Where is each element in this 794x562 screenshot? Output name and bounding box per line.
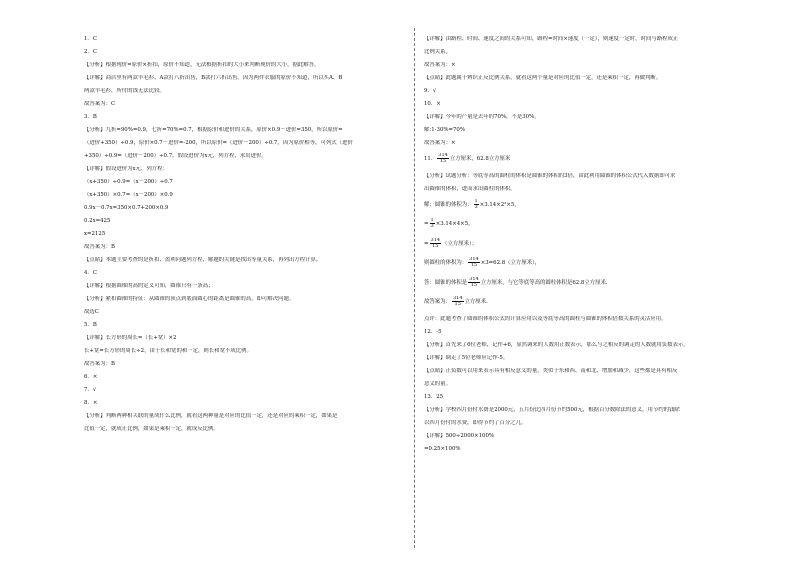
fraction-numerator: 314 <box>438 153 448 158</box>
fraction <box>474 199 479 210</box>
fraction-numerator: 314 <box>469 257 479 262</box>
text-span: ×3.14×4×5， <box>435 221 474 227</box>
text-line: 10．× <box>424 101 441 107</box>
text-line: 【分析】九折=90%=0.9，七折=70%=0.7，根据原价和进价的关系，原价×0.9－进价=350，所以原价= <box>84 127 343 133</box>
text-span: 答：圆锥的体积是 <box>424 279 468 286</box>
text-span: 故答案为： <box>424 299 451 305</box>
text-line: 【分析】首先来了6位老师，记作+6，显然调来的人数用正数表示，那么与之相反的调走的人数就用负数表示。 <box>424 341 689 348</box>
fraction-numerator: 1 <box>474 198 478 204</box>
answer-11-line <box>424 153 746 166</box>
text-line: 0.2x=425 <box>84 218 111 224</box>
text-span: = <box>424 240 429 247</box>
fraction-denominator: 15 <box>432 242 439 249</box>
text-span: （立方厘米）； <box>442 240 478 247</box>
text-line: =0.25×100% <box>424 445 461 452</box>
text-line: 【详解】今年的产量是去年的70%，不是30%。 <box>424 114 540 120</box>
text-line: 故答案为：B <box>84 361 115 367</box>
text-line: 5．B <box>84 322 97 328</box>
text-line: 【分析】紧扣圆锥的特征：从圆锥的顶点到底面圆心的距离是圆锥的高，即可解决问题。 <box>84 296 295 302</box>
text-line: 8．× <box>84 400 98 406</box>
text-line: 【详解】由路程、时间、速度之间的关系可知，路程=时间×速度（一定），则速度一定时，时间与路程成正 <box>424 36 679 42</box>
text-line: 以四月份付的水费，即得节约了百分之几。 <box>424 419 527 426</box>
text-line: 故答案为：× <box>424 62 456 68</box>
text-line: 故答案为：× <box>424 140 456 146</box>
fraction-denominator: 15 <box>454 301 461 307</box>
text-line: 【详解】根据圆锥的高的定义可知，圆锥只有一条高； <box>84 283 214 289</box>
text-line: （进价+350）÷0.9，原价×0.7－进价=-200，所以原价=（进价－200）÷0.7，因为原价相等，可列式（进价 <box>84 140 353 146</box>
text-line: 【分析】试题分析：等底等高的圆柱的体积是圆锥的体积的3倍，由此利用圆锥的体积公式代入数据即可求 <box>424 172 676 179</box>
text-line: 故选C <box>84 309 99 315</box>
text-line: 解:1-30%=70% <box>424 127 465 133</box>
column-divider <box>414 28 415 548</box>
fraction-numerator: 1 <box>430 218 434 223</box>
text-line: +350）÷0.9=（进价－200）÷0.7，假设进价为x元，列方程，求出进价。 <box>84 153 267 159</box>
text-span: 立方厘米，与它等底等高的圆柱体积是62.8立方厘米. <box>480 279 608 286</box>
formula-line <box>424 296 746 309</box>
text-line: 比例关系。 <box>424 49 451 55</box>
formula-line <box>424 218 746 231</box>
fraction <box>430 238 442 249</box>
text-line: 故答案为：B <box>84 244 115 250</box>
text-line: 4．C <box>84 270 97 276</box>
text-line: 2．C <box>84 49 97 55</box>
text-line: 【分析】判断两种相关联的量成什么比例，就看这两种量是对应的比值一定，还是对应的乘积一定，如果是 <box>84 413 338 419</box>
text-span: = <box>424 221 429 227</box>
text-line: 13．25 <box>424 393 444 400</box>
fraction <box>430 218 435 229</box>
fraction-denominator: 3 <box>430 223 434 229</box>
fraction-numerator: 314 <box>430 237 441 243</box>
text-line: 12．-5 <box>424 328 442 335</box>
text-span: ×3.14×2²×5， <box>479 201 520 208</box>
text-line: 【详解】假设进价为x元，列方程： <box>84 166 168 172</box>
fraction <box>452 296 464 307</box>
fraction-denominator: 15 <box>470 281 478 288</box>
fraction-numerator: 314 <box>452 296 463 301</box>
text-line: 6．× <box>84 374 98 380</box>
formula-line <box>424 238 746 251</box>
text-line: 1．C <box>84 36 97 42</box>
text-line: （x+350）÷0.9=（x－200）÷0.7 <box>84 179 173 185</box>
text-line: 点评：此题考查了圆锥的体积公式的计算应用以及等底等高的圆柱与圆锥的体积倍数关系的灵活应用。 <box>424 315 667 322</box>
text-line: 【点睛】此题属于辨识正反比例关系，就看这两个量是对应的比值一定，还是乘积一定，再做判断。 <box>424 75 662 81</box>
right-column <box>424 36 746 459</box>
formula-line <box>424 257 746 270</box>
text-line: （x+350）×0.7=（x－200）×0.9 <box>84 192 173 198</box>
text-line: 【详解】商店里有两款羊毛衫，A款打八折出售，B款打六折出售。因为两件衣服的原价不知道，所以买A、B <box>84 75 343 81</box>
formula-line <box>424 199 746 212</box>
text-span: 立方厘米. <box>464 299 488 305</box>
text-line: 意义的量。 <box>424 380 451 387</box>
text-line: 9．√ <box>424 88 437 94</box>
text-line: 长+宽=长方形的周长÷2，由于长和宽的和一定，则长和宽不成比例。 <box>84 348 252 354</box>
fraction-denominator: 3 <box>474 203 478 210</box>
text-line: 出圆锥的体积，进而求出圆柱的体积。 <box>424 185 516 192</box>
text-line: 故答案为：C <box>84 101 116 107</box>
text-line: 0.9x－0.7x=350×0.7+200×0.9 <box>84 205 169 211</box>
text-span: ×3=62.8（立方厘米）， <box>480 260 541 266</box>
text-line: 【点睛】正负数可以用来表示具有相反意义的量，类似于东和西、南和北、增加和减少，这些都是具有相反 <box>424 367 678 374</box>
fraction <box>437 153 449 164</box>
text-line: 【详解】调走了5位老师应记作-5。 <box>424 354 509 361</box>
text-line: x=2125 <box>84 231 106 237</box>
fraction <box>468 277 480 288</box>
fraction-denominator: 15 <box>439 158 447 164</box>
text-line: 两款羊毛衫，所付的钱无法比较。 <box>84 88 165 94</box>
fraction-numerator: 314 <box>469 276 479 282</box>
text-line: 3．B <box>84 114 97 120</box>
text-line: 【详解】长方形的周长=（长+宽）×2 <box>84 335 177 341</box>
text-line: 比值一定，就成正比例，如果是乘积一定，就成反比例。 <box>84 426 219 432</box>
text-line: 【详解】500÷2000×100% <box>424 432 495 439</box>
fraction-denominator: 15 <box>470 262 478 268</box>
text-span: 解：圆锥的体积为： <box>424 201 473 208</box>
formula-line <box>424 277 746 290</box>
text-span: 11． <box>424 156 437 162</box>
text-line: 【分析】学校四月份付水费是2000元，五月份比四月份节约500元，根据百分数除法的意义，用节约的钱除 <box>424 406 680 413</box>
text-span: 立方厘米，62.8立方厘米 <box>449 156 511 162</box>
fraction <box>468 257 480 268</box>
text-span: 则圆柱的体积为： <box>424 260 468 266</box>
left-column <box>84 36 404 439</box>
text-line: 【分析】根据现价=原价×折扣，原价不知道，无法根据折扣的大小来判断现价的大小，据此解答。 <box>84 62 320 68</box>
text-line: 7．√ <box>84 387 97 393</box>
text-line: 【点睛】本题主要考查的是折扣、盈利问题列方程，解题的关键是找出等量关系，再列出方程计算。 <box>84 257 322 263</box>
